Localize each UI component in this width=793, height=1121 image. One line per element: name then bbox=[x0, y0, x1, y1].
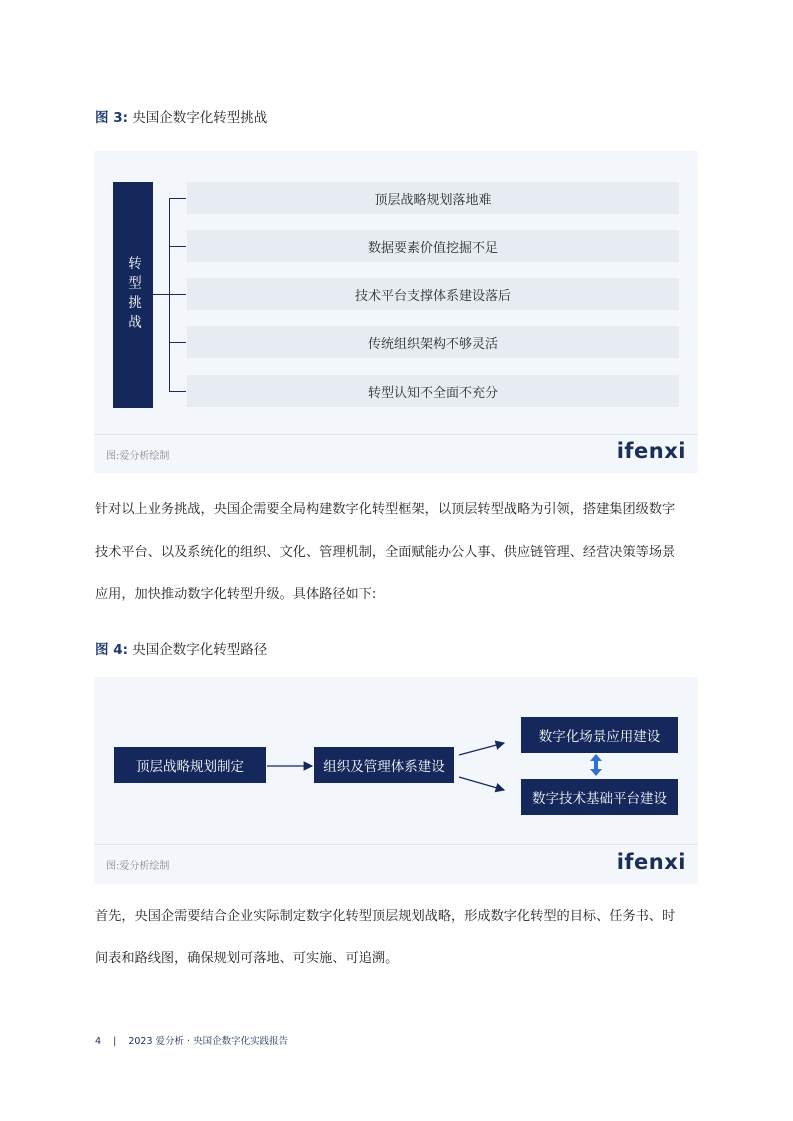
figure-3-number: 图 3: bbox=[95, 110, 128, 126]
bracket-tick bbox=[169, 342, 186, 343]
figure-4-title bbox=[95, 638, 267, 658]
bracket-tick bbox=[169, 391, 186, 392]
bracket-tick bbox=[169, 294, 186, 295]
panel-divider bbox=[94, 434, 698, 435]
figure-4-caption: 央国企数字化转型路径 bbox=[132, 642, 268, 658]
figure-4-panel bbox=[94, 677, 698, 884]
page-footer bbox=[95, 1033, 288, 1047]
body-line: 首先，央国企需要结合企业实际制定数字化转型顶层规划战略，形成数字化转型的目标、任务书、时 bbox=[95, 909, 676, 924]
transformation-challenge-label: 转型挑战 bbox=[113, 182, 153, 408]
body-line: 针对以上业务挑战，央国企需要全局构建数字化转型框架，以顶层转型战略为引领，搭建集团级数字 bbox=[95, 502, 676, 517]
arrow-org-to-platform bbox=[459, 777, 504, 790]
flow-arrows bbox=[94, 677, 698, 884]
arrow-org-to-scenario bbox=[459, 743, 504, 755]
scenario-box: 数字化场景应用建设 bbox=[521, 717, 678, 753]
page-number: 4 bbox=[95, 1036, 102, 1047]
body-line: 技术平台、以及系统化的组织、文化、管理机制，全面赋能办公人事、供应链管理、经营决策等场景 bbox=[95, 545, 676, 560]
challenge-item: 传统组织架构不够灵活 bbox=[187, 326, 679, 358]
figure-3-panel bbox=[94, 151, 698, 473]
bidirectional-arrow bbox=[590, 754, 602, 776]
strategy-box: 顶层战略规划制定 bbox=[114, 747, 266, 783]
body-line: 应用，加快推动数字化转型升级。具体路径如下: bbox=[95, 587, 377, 602]
footer-divider: | bbox=[113, 1036, 117, 1047]
figure-3-caption: 央国企数字化转型挑战 bbox=[132, 110, 268, 126]
figure-3-title bbox=[95, 106, 267, 126]
figure-source: 图:爱分析绘制 bbox=[106, 861, 170, 872]
bracket-connector bbox=[153, 294, 169, 295]
panel-divider bbox=[94, 844, 698, 845]
challenge-item: 转型认知不全面不充分 bbox=[187, 375, 679, 407]
ifenxi-logo: ifenxi bbox=[616, 850, 686, 874]
ifenxi-logo: ifenxi bbox=[616, 439, 686, 463]
challenge-item: 顶层战略规划落地难 bbox=[187, 182, 679, 214]
body-line: 间表和路线图，确保规划可落地、可实施、可追溯。 bbox=[95, 951, 399, 966]
bracket-tick bbox=[169, 198, 186, 199]
figure-4-number: 图 4: bbox=[95, 642, 128, 658]
bracket-tick bbox=[169, 246, 186, 247]
challenge-item: 数据要素价值挖掘不足 bbox=[187, 230, 679, 262]
report-title: 2023 爱分析 · 央国企数字化实践报告 bbox=[128, 1036, 289, 1047]
organization-box: 组织及管理体系建设 bbox=[314, 747, 454, 783]
figure-source: 图:爱分析绘制 bbox=[106, 451, 170, 462]
challenge-item: 技术平台支撑体系建设落后 bbox=[187, 278, 679, 310]
platform-box: 数字技术基础平台建设 bbox=[521, 779, 678, 815]
